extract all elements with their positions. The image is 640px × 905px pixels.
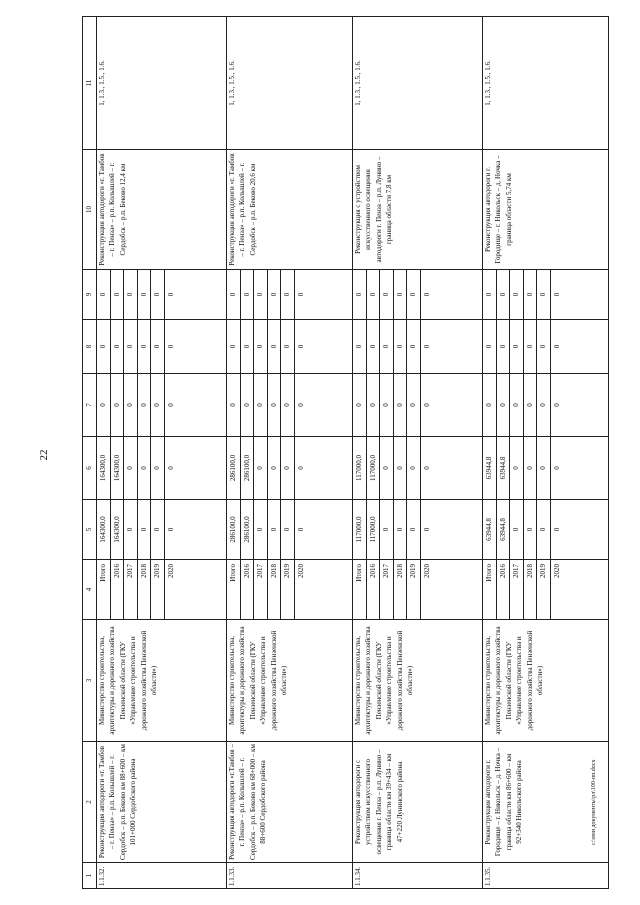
header-cell: 9 — [83, 270, 97, 320]
value-line: 2018 — [394, 560, 408, 619]
value-line: 0 — [380, 500, 394, 559]
value-line: 0 — [394, 500, 408, 559]
header-cell: 3 — [83, 620, 97, 742]
years-cell — [353, 560, 483, 620]
value-line: 0 — [124, 374, 138, 436]
value-line: Итого — [483, 560, 497, 619]
value-line: 0 — [281, 374, 295, 436]
value-line: 0 — [281, 320, 295, 373]
value-line: 0 — [537, 500, 551, 559]
value-line: 0 — [124, 270, 138, 319]
executor-name: Министерство строительства, архитектуры и дорожного хозяйства Пензенской области (ГКУ «Управление строительства и дорожного хозяйства Пензенской области») — [483, 620, 609, 742]
value-line: 0 — [296, 466, 305, 470]
total-funding-cell — [353, 500, 483, 560]
years-cell — [483, 560, 609, 620]
value-line: 0 — [254, 270, 268, 319]
value-line: 2017 — [254, 560, 268, 619]
value-line: 0 — [483, 374, 497, 436]
header-cell: 6 — [83, 437, 97, 500]
local-budget-cell — [227, 320, 353, 374]
value-line: 0 — [166, 466, 175, 470]
executor-name: Министерство строительства, архитектуры и дорожного хозяйства Пензенской области (ГКУ «Управление строительства и дорожного хозяйства Пензенской области») — [97, 620, 227, 742]
local-budget-cell — [353, 320, 483, 374]
event-name: Реконструкция автодороги г. Городище – г. Никольск – д. Ночка – граница области км 86+600 – км 92+340 Никольского района — [483, 742, 609, 863]
value-line: 2016 — [241, 560, 255, 619]
value-line: 2020 — [296, 564, 305, 578]
value-line: 0 — [353, 374, 367, 436]
value-line: 0 — [497, 320, 511, 373]
value-line: 0 — [166, 403, 175, 407]
value-line: 0 — [537, 374, 551, 436]
indicator-numbers: 1, 1.3., 1.5., 1.6. — [97, 17, 227, 150]
value-line: 0 — [227, 374, 241, 436]
total-funding-cell — [483, 500, 609, 560]
value-line: 0 — [422, 344, 431, 349]
other-sources-cell — [227, 270, 353, 320]
value-line: 286100,0 — [227, 500, 241, 559]
value-line: 0 — [111, 270, 125, 319]
value-line: 0 — [151, 500, 165, 559]
other-sources-cell — [483, 270, 609, 320]
federal-budget-cell — [353, 374, 483, 437]
header-cell: 11 — [83, 17, 97, 150]
value-line: 0 — [510, 270, 524, 319]
value-line: 0 — [254, 500, 268, 559]
value-line: 0 — [552, 292, 561, 297]
value-line: 0 — [151, 437, 165, 499]
value-line: 0 — [296, 403, 305, 407]
value-line: 0 — [524, 374, 538, 436]
value-line: 2017 — [124, 560, 138, 619]
indicator-numbers: 1, 1.3., 1.5., 1.6. — [353, 17, 483, 150]
value-line: 0 — [166, 527, 175, 532]
value-line: 0 — [138, 320, 152, 373]
header-cell: 2 — [83, 742, 97, 863]
event-name: Реконструкция автодороги «г.Тамбов – г. Пенза» – р.п. Колышлей – г. Сердобск – р.п. Беково км 68+000 – км 88+600 Сердобского района — [227, 742, 353, 863]
indicator-numbers: 1, 1.3., 1.5., 1.6. — [227, 17, 353, 150]
value-line: 0 — [353, 320, 367, 373]
expected-result: Реконструкция автодороги «г. Тамбов – г. Пенза» – р.п. Колышлей – г. Сердобск – р.п. Беково 20,6 км — [227, 150, 353, 270]
value-line: 0 — [254, 320, 268, 373]
header-cell: 1 — [83, 863, 97, 889]
row-number: 1.1.32. — [97, 863, 227, 889]
local-budget-cell — [97, 320, 227, 374]
value-line: 2020 — [552, 564, 561, 578]
value-line: 0 — [97, 270, 111, 319]
value-line: 2019 — [407, 560, 421, 619]
value-line: 0 — [367, 320, 381, 373]
value-line: 0 — [510, 500, 524, 559]
value-line: 0 — [524, 500, 538, 559]
value-line: 0 — [394, 437, 408, 499]
expected-result: Реконструкция автодороги «г. Тамбов – г. Пенза» – р.п. Колышлей – г. Сердобск – р.п. Беково 12,4 км — [97, 150, 227, 270]
value-line: 0 — [552, 344, 561, 349]
table-row — [483, 17, 609, 889]
value-line: 0 — [537, 270, 551, 319]
local-budget-cell — [483, 320, 609, 374]
value-line: 2020 — [166, 564, 175, 578]
row-number: 1.1.33. — [227, 863, 353, 889]
value-line: 0 — [367, 270, 381, 319]
value-line: 0 — [394, 320, 408, 373]
value-line: 0 — [380, 320, 394, 373]
value-line: 2020 — [422, 564, 431, 578]
other-sources-cell — [97, 270, 227, 320]
value-line: 0 — [380, 270, 394, 319]
value-line: 0 — [138, 374, 152, 436]
header-row — [83, 17, 97, 889]
value-line: 0 — [241, 270, 255, 319]
value-line: 0 — [151, 270, 165, 319]
value-line: 0 — [510, 374, 524, 436]
header-cell: 7 — [83, 374, 97, 437]
value-line: 2016 — [367, 560, 381, 619]
value-line: 0 — [281, 500, 295, 559]
table-row — [227, 17, 353, 889]
value-line: 0 — [268, 270, 282, 319]
value-line: 164300,0 — [111, 500, 125, 559]
value-line: Итого — [97, 560, 111, 619]
value-line: 0 — [510, 320, 524, 373]
value-line: 2019 — [281, 560, 295, 619]
program-table — [82, 16, 609, 889]
value-line: 0 — [524, 320, 538, 373]
value-line: 0 — [483, 270, 497, 319]
value-line: 164300,0 — [111, 437, 125, 499]
header-cell: 5 — [83, 500, 97, 560]
value-line: 0 — [254, 437, 268, 499]
value-line: 63944,8 — [483, 437, 497, 499]
regional-budget-cell — [483, 437, 609, 500]
row-number: 1.1.35. — [483, 863, 609, 889]
federal-budget-cell — [227, 374, 353, 437]
value-line: 0 — [296, 527, 305, 532]
page-number: 22 — [38, 449, 50, 461]
value-line: Итого — [353, 560, 367, 619]
value-line: 0 — [552, 466, 561, 470]
years-cell — [227, 560, 353, 620]
header-cell: 10 — [83, 150, 97, 270]
value-line: 0 — [268, 500, 282, 559]
value-line: 0 — [394, 270, 408, 319]
value-line: 117000,0 — [353, 500, 367, 559]
value-line: 117000,0 — [367, 437, 381, 499]
value-line: 0 — [552, 403, 561, 407]
value-line: 0 — [537, 437, 551, 499]
value-line: 0 — [138, 437, 152, 499]
table-row — [97, 17, 227, 889]
value-line: 2017 — [380, 560, 394, 619]
value-line: 0 — [151, 374, 165, 436]
value-line: 0 — [380, 437, 394, 499]
value-line: 0 — [422, 292, 431, 297]
value-line: 0 — [166, 344, 175, 349]
executor-name: Министерство строительства, архитектуры и дорожного хозяйства Пензенской области (ГКУ «Управление строительства и дорожного хозяйства Пензенской области») — [227, 620, 353, 742]
value-line: 0 — [151, 320, 165, 373]
value-line: 2019 — [537, 560, 551, 619]
total-funding-cell — [97, 500, 227, 560]
executor-name: Министерство строительства, архитектуры и дорожного хозяйства Пензенской области (ГКУ «Управление строительства и дорожного хозяйства Пензенской области») — [353, 620, 483, 742]
value-line: 0 — [138, 500, 152, 559]
value-line: 164300,0 — [97, 437, 111, 499]
value-line: 286100,0 — [241, 437, 255, 499]
value-line: 286100,0 — [241, 500, 255, 559]
value-line: 0 — [296, 292, 305, 297]
value-line: 0 — [367, 374, 381, 436]
value-line: 0 — [124, 500, 138, 559]
federal-budget-cell — [97, 374, 227, 437]
header-cell: 4 — [83, 560, 97, 620]
value-line: 0 — [241, 374, 255, 436]
value-line: 0 — [254, 374, 268, 436]
value-line: 0 — [353, 270, 367, 319]
value-line: 2017 — [510, 560, 524, 619]
value-line: 0 — [111, 374, 125, 436]
value-line: 0 — [394, 374, 408, 436]
rotated-table-container — [82, 17, 614, 889]
value-line: 0 — [422, 527, 431, 532]
value-line: 2016 — [497, 560, 511, 619]
table-row — [353, 17, 483, 889]
value-line: 0 — [552, 527, 561, 532]
value-line: 0 — [227, 320, 241, 373]
value-line: 0 — [268, 320, 282, 373]
value-line: 0 — [124, 320, 138, 373]
value-line: 0 — [497, 270, 511, 319]
value-line: 2018 — [524, 560, 538, 619]
value-line: 0 — [124, 437, 138, 499]
footer-file-path: c:\мои документы\рл\100-пп.docx — [591, 759, 597, 845]
regional-budget-cell — [227, 437, 353, 500]
value-line: 0 — [510, 437, 524, 499]
value-line: 0 — [380, 374, 394, 436]
value-line: 0 — [227, 270, 241, 319]
indicator-numbers: 1, 1.3., 1.5., 1.6. — [483, 17, 609, 150]
value-line: 0 — [524, 270, 538, 319]
value-line: 0 — [166, 292, 175, 297]
value-line: 0 — [296, 344, 305, 349]
regional-budget-cell — [97, 437, 227, 500]
value-line: 2016 — [111, 560, 125, 619]
regional-budget-cell — [353, 437, 483, 500]
event-name: Реконструкция автодороги с устройством искусственного освещения г. Пенза – р.п. Лунино – граница области км 39+434 – км 47+220 Лунинского района — [353, 742, 483, 863]
value-line: 286100,0 — [227, 437, 241, 499]
value-line: 0 — [407, 500, 421, 559]
value-line: 0 — [111, 320, 125, 373]
value-line: 0 — [268, 374, 282, 436]
value-line: 0 — [138, 270, 152, 319]
value-line: 63944,8 — [497, 500, 511, 559]
value-line: 0 — [281, 270, 295, 319]
value-line: 117000,0 — [353, 437, 367, 499]
value-line: 2019 — [151, 560, 165, 619]
value-line: 117000,0 — [367, 500, 381, 559]
value-line: Итого — [227, 560, 241, 619]
value-line: 0 — [407, 320, 421, 373]
value-line: 0 — [407, 437, 421, 499]
row-number: 1.1.34. — [353, 863, 483, 889]
value-line: 0 — [537, 320, 551, 373]
value-line: 0 — [241, 320, 255, 373]
value-line: 0 — [524, 437, 538, 499]
value-line: 0 — [407, 270, 421, 319]
value-line: 0 — [422, 403, 431, 407]
header-cell: 8 — [83, 320, 97, 374]
value-line: 0 — [97, 374, 111, 436]
value-line: 0 — [422, 466, 431, 470]
federal-budget-cell — [483, 374, 609, 437]
expected-result: Реконструкция автодороги г. Городище – г. Никольск – д. Ночка – граница области 5,74 км — [483, 150, 609, 270]
value-line: 2018 — [268, 560, 282, 619]
value-line: 0 — [97, 320, 111, 373]
value-line: 164300,0 — [97, 500, 111, 559]
expected-result: Реконструкция с устройством искусственного освещения автодороги г. Пенза – р.п. Лунино – граница области 7,8 км — [353, 150, 483, 270]
value-line: 63944,8 — [483, 500, 497, 559]
value-line: 0 — [407, 374, 421, 436]
value-line: 0 — [281, 437, 295, 499]
value-line: 2018 — [138, 560, 152, 619]
total-funding-cell — [227, 500, 353, 560]
value-line: 0 — [497, 374, 511, 436]
value-line: 0 — [268, 437, 282, 499]
years-cell — [97, 560, 227, 620]
value-line: 0 — [483, 320, 497, 373]
table-body — [83, 17, 609, 889]
event-name: Реконструкция автодороги «г. Тамбов – г. Пенза» – р.п. Колышлей – г. Сердобск – р.п. Беково км 88+600 – км 101+000 Сердобского района — [97, 742, 227, 863]
value-line: 63944,8 — [497, 437, 511, 499]
other-sources-cell — [353, 270, 483, 320]
